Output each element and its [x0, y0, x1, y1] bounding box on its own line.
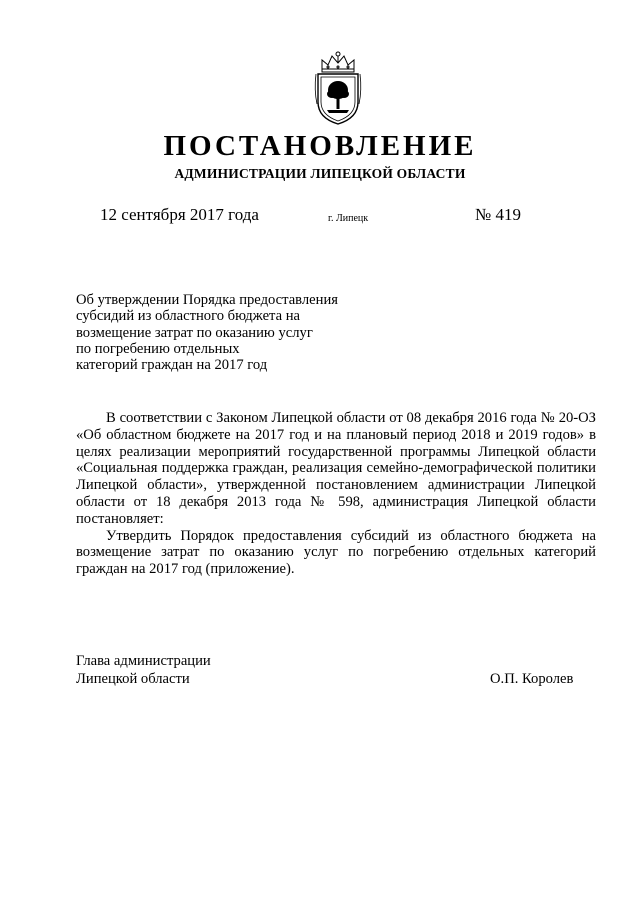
subject-line: возмещение затрат по оказанию услуг: [76, 324, 313, 341]
document-city: г. Липецк: [328, 213, 369, 224]
signatory-position: [76, 652, 211, 688]
document-title: ПОСТАНОВЛЕНИЕ: [163, 130, 477, 162]
signatory-position-line: Глава администрации: [76, 653, 211, 669]
subject-line: по погребению отдельных: [76, 340, 240, 357]
coat-of-arms-icon: [313, 50, 363, 126]
subject-line: субсидий из областного бюджета на: [76, 308, 301, 325]
body-paragraph: Утвердить Порядок предоставления субсидий из областного бюджета на возмещение затрат по оказанию услуг по погребению отдельных категорий граждан на 2017 год (приложение).: [76, 527, 596, 578]
signatory-name: О.П. Королев: [490, 671, 574, 687]
document-subject: [76, 292, 376, 373]
document-number: № 419: [475, 205, 521, 224]
document-date: 12 сентября 2017 года: [100, 205, 259, 224]
subject-line: категорий граждан на 2017 год: [76, 357, 268, 374]
document-body: [76, 410, 596, 578]
issuing-authority: АДМИНИСТРАЦИИ ЛИПЕЦКОЙ ОБЛАСТИ: [174, 166, 466, 181]
subject-line: Об утверждении Порядка предоставления: [76, 292, 338, 308]
signatory-position-line: Липецкой области: [76, 671, 190, 687]
body-paragraph: В соответствии с Законом Липецкой области от 08 декабря 2016 года № 20-ОЗ «Об областном бюджете на 2017 год и на плановый период 2018 и 2019 годов» в целях реализации мероприятий государственной программы Липецкой области «Социальная поддержка граждан, реализация семейно-демографической политики Липецкой области», утвержденной постановлением администрации Липецкой области от 18 декабря 2013 года № 598, администрация Липецкой области постановляет:: [76, 410, 596, 527]
